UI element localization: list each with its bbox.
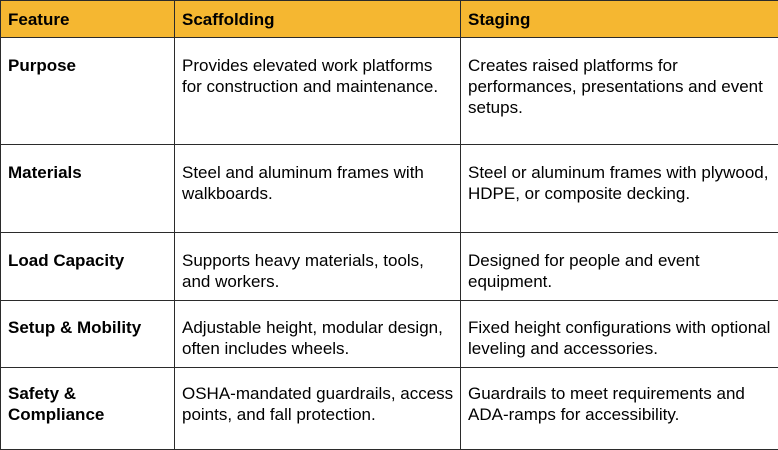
staging-cell: Guardrails to meet requirements and ADA-ramps for accessibility. [461, 368, 778, 450]
header-scaffolding: Scaffolding [175, 1, 461, 38]
table-row [1, 368, 778, 450]
table-body [1, 38, 778, 450]
scaffolding-cell: Supports heavy materials, tools, and workers. [175, 233, 461, 301]
staging-cell: Creates raised platforms for performances, presentations and event setups. [461, 38, 778, 145]
scaffolding-cell: Adjustable height, modular design, often includes wheels. [175, 301, 461, 368]
scaffolding-cell: Provides elevated work platforms for construction and maintenance. [175, 38, 461, 145]
staging-cell: Designed for people and event equipment. [461, 233, 778, 301]
row-feature-label: Load Capacity [1, 233, 175, 301]
header-staging: Staging [461, 1, 778, 38]
table-row [1, 145, 778, 233]
staging-cell: Steel or aluminum frames with plywood, HDPE, or composite decking. [461, 145, 778, 233]
scaffolding-cell: OSHA-mandated guardrails, access points, and fall protection. [175, 368, 461, 450]
header-feature: Feature [1, 1, 175, 38]
staging-cell: Fixed height configurations with optional leveling and accessories. [461, 301, 778, 368]
table-row [1, 301, 778, 368]
row-feature-label: Safety & Compliance [1, 368, 175, 450]
scaffolding-cell: Steel and aluminum frames with walkboards. [175, 145, 461, 233]
table-row [1, 233, 778, 301]
row-feature-label: Purpose [1, 38, 175, 145]
table-row [1, 38, 778, 145]
row-feature-label: Setup & Mobility [1, 301, 175, 368]
header-row [1, 1, 778, 38]
table-header [1, 1, 778, 38]
row-feature-label: Materials [1, 145, 175, 233]
